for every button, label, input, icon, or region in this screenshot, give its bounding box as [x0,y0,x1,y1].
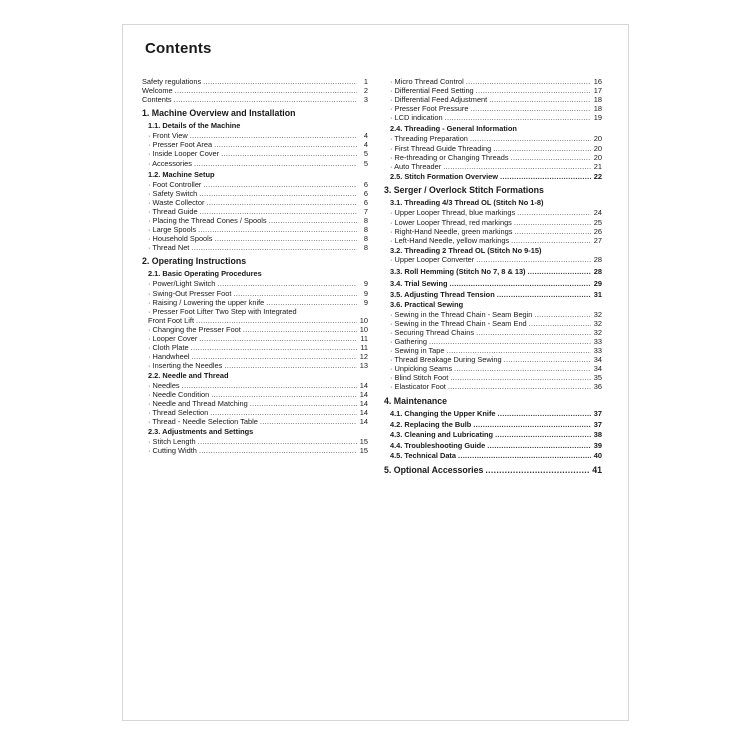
toc-page-number: 1 [363,77,368,86]
toc-entry [142,343,368,352]
toc-entry [142,325,368,334]
toc-leader-dots [199,334,357,343]
toc-page-number: 9 [363,288,368,298]
toc-page-number: 37 [593,419,602,429]
toc-leader-dots [511,153,591,162]
toc-entry-label: 1. Machine Overview and Installation [142,108,296,119]
toc-page-number: 34 [593,355,602,365]
toc-entry [384,279,602,289]
toc-page-number: 39 [593,440,602,450]
toc-page-number: 2 [363,86,368,96]
toc-entry-label: · Thread Net [148,243,190,253]
toc-entry [384,144,602,153]
toc-page-number: 21 [593,161,602,171]
toc-page-number: 24 [593,208,602,218]
toc-leader-dots [199,446,357,455]
toc-leader-dots [198,437,357,446]
toc-leader-dots [269,216,357,225]
toc-entry [142,107,368,119]
toc-entry [384,218,602,227]
toc-page-number: 5 [363,149,368,159]
toc-entry-label: · Inserting the Needles [148,361,223,371]
toc-entry [384,382,602,391]
toc-entry [384,328,602,337]
toc-entry-label: 4.4. Troubleshooting Guide [390,440,486,450]
toc-leader-dots [182,381,357,390]
toc-page-number: 37 [593,408,602,418]
toc-entry [384,409,602,419]
toc-page-number: 9 [363,279,368,289]
toc-entry [384,113,602,122]
toc-page-number: 8 [363,243,368,253]
toc-entry [142,207,368,216]
toc-leader-dots [514,227,591,236]
toc-entry-label: · Looper Cover [148,333,198,343]
toc-entry-label: 1.1. Details of the Machine [148,121,241,131]
toc-entry [384,430,602,440]
toc-leader-dots [206,198,357,207]
toc-entry-label: · Upper Looper Converter [390,255,475,265]
toc-leader-dots [266,298,357,307]
toc-page-number: 18 [593,104,602,114]
toc-leader-dots [485,464,590,476]
toc-leader-dots [454,364,591,373]
toc-entry-label: · Right-Hand Needle, green markings [390,226,513,236]
toc-page-number: 20 [593,134,602,144]
toc-leader-dots [429,337,591,346]
toc-page-number: 38 [593,430,602,440]
toc-entry [142,170,368,180]
toc-entry-label: · Placing the Thread Cones / Spools [148,216,267,226]
toc-entry [384,420,602,430]
toc-entry [384,451,602,461]
toc-leader-dots [528,267,591,277]
toc-leader-dots [243,325,357,334]
toc-entry [384,227,602,236]
toc-leader-dots [529,319,591,328]
toc-entry [384,373,602,382]
toc-page-number: 32 [593,309,602,319]
toc-entry [142,446,368,455]
toc-entry [142,121,368,131]
toc-leader-dots [487,441,591,451]
toc-leader-dots [174,95,357,104]
toc-page-number: 16 [593,77,602,86]
toc-page-number: 15 [359,437,368,446]
toc-entry-label: · Auto Threader [390,161,442,171]
toc-leader-dots [448,382,591,391]
toc-leader-dots [534,310,591,319]
toc-entry [142,334,368,343]
toc-page-number: 7 [363,206,368,216]
page-title: Contents [145,40,212,57]
toc-leader-dots [217,279,357,288]
toc-entry-label: · Sewing in the Thread Chain - Seam End [390,318,527,328]
toc-entry [384,86,602,95]
toc-entry-label: · Power/Light Switch [148,279,216,289]
toc-page-number: 10 [359,324,368,334]
toc-entry [384,319,602,328]
toc-entry-label: · Stitch Length [148,437,196,446]
toc-page-number: 33 [593,346,602,356]
toc-entry-label: · Cloth Plate [148,343,189,353]
toc-entry [384,104,602,113]
toc-entry [142,198,368,207]
toc-entry-label: · Presser Foot Area [148,140,213,150]
toc-page-number: 36 [593,382,602,392]
toc-entry-label: Safety regulations [142,77,202,86]
toc-leader-dots [200,207,357,216]
toc-leader-dots [466,77,591,86]
toc-page-number: 8 [363,234,368,244]
toc-page-number: 6 [363,188,368,198]
toc-entry [142,390,368,399]
toc-page-number: 35 [593,373,602,383]
toc-entry [142,298,368,307]
toc-page-number: 13 [359,361,368,371]
toc-left-column [142,77,368,455]
toc-entry [142,269,368,279]
toc-entry [142,159,368,168]
toc-entry [142,243,368,252]
toc-entry [384,364,602,373]
toc-page-number: 20 [593,152,602,162]
toc-entry-label: · Unpicking Seams [390,364,453,374]
toc-leader-dots [190,131,357,140]
toc-leader-dots [203,77,357,86]
toc-entry [384,441,602,451]
toc-entry [142,180,368,189]
toc-leader-dots [470,134,591,143]
toc-entry-label: 2. Operating Instructions [142,256,247,267]
toc-leader-dots [476,328,591,337]
toc-leader-dots [476,86,591,95]
toc-page-number: 22 [593,171,602,181]
toc-entry [384,355,602,364]
toc-page-number: 6 [363,179,368,189]
toc-entry-label: · Elasticator Foot [390,382,446,392]
toc-entry [384,172,602,182]
toc-entry [142,361,368,370]
toc-entry [384,208,602,217]
toc-entry-label: 2.4. Threading - General Information [390,124,517,134]
toc-entry-label: 2.1. Basic Operating Procedures [148,269,262,279]
toc-page-number: 32 [593,327,602,337]
toc-entry [142,381,368,390]
toc-entry-label: Contents [142,95,172,105]
toc-right-column [384,77,602,476]
toc-entry-label: · Re-threading or Changing Threads [390,152,509,162]
toc-page-number: 14 [359,399,368,409]
toc-leader-dots [224,361,357,370]
toc-entry [142,371,368,381]
toc-leader-dots [495,430,591,440]
toc-entry-label: 2.5. Stitch Formation Overview [390,171,499,181]
toc-entry [384,162,602,171]
toc-entry-label: · Needles [148,380,180,390]
toc-page-number: 26 [593,226,602,236]
toc-page-number: 31 [593,289,602,299]
toc-leader-dots [517,208,591,217]
toc-entry-label: · Swing-Out Presser Foot [148,288,232,298]
toc-entry-label: 4.2. Replacing the Bulb [390,419,472,429]
toc-entry [142,307,368,316]
toc-entry [384,310,602,319]
toc-entry-label: · Foot Controller [148,179,202,189]
toc-page-number: 20 [593,143,602,153]
toc-page-number: 27 [593,235,602,245]
toc-entry [142,225,368,234]
toc-entry-label: · First Thread Guide Threading [390,143,492,153]
toc-leader-dots [192,352,358,361]
toc-entry [142,149,368,158]
toc-leader-dots [250,399,357,408]
toc-leader-dots [443,162,591,171]
toc-entry [142,289,368,298]
toc-leader-dots [215,234,357,243]
toc-leader-dots [233,289,357,298]
toc-page-number: 5 [363,158,368,168]
toc-entry [384,198,602,208]
toc-entry-label: · Thread Guide [148,206,198,216]
toc-entry-label: · Thread Selection [148,408,209,418]
toc-leader-dots [175,86,357,95]
toc-page-number: 28 [593,266,602,276]
toc-entry [142,234,368,243]
toc-entry [142,399,368,408]
toc-page-number: 9 [363,297,368,307]
toc-entry-label: · Front View [148,131,188,141]
toc-page-number: 29 [593,278,602,288]
toc-page-number: 8 [363,216,368,226]
toc-leader-dots [493,144,591,153]
toc-page-number: 33 [593,336,602,346]
toc-entry [384,337,602,346]
toc-entry [142,189,368,198]
toc-entry-label: · Differential Feed Adjustment [390,95,488,105]
toc-entry [142,131,368,140]
toc-entry-label: · Accessories [148,158,192,168]
toc-entry-label: · Upper Looper Thread, blue markings [390,208,516,218]
toc-entry-label: · Micro Thread Control [390,77,464,86]
toc-entry-label: 3.2. Threading 2 Thread OL (Stitch No 9-15) [390,245,542,255]
toc-entry [384,346,602,355]
toc-entry-label: 3.6. Practical Sewing [390,300,464,310]
toc-entry-label: · Handwheel [148,352,190,362]
toc-entry-label: 3.5. Adjusting Thread Tension [390,289,495,299]
toc-leader-dots [191,343,357,352]
toc-entry-label: · Inside Looper Cover [148,149,220,159]
toc-leader-dots [221,149,357,158]
toc-entry [142,427,368,437]
toc-page-number: 14 [359,417,368,427]
toc-leader-dots [498,409,591,419]
toc-leader-dots [203,180,357,189]
toc-page-number: 28 [593,255,602,265]
toc-entry-label: · Lower Looper Thread, red markings [390,217,512,227]
toc-entry [384,124,602,134]
toc-leader-dots [445,113,591,122]
toc-entry-label: · Thread Breakage During Sewing [390,355,502,365]
toc-entry-label: · Differential Feed Setting [390,86,474,96]
toc-page-number: 40 [593,451,602,461]
toc-leader-dots [450,279,591,289]
toc-leader-dots [473,420,591,430]
toc-entry [384,464,602,476]
toc-entry-label: 4. Maintenance [384,395,448,406]
toc-leader-dots [470,104,591,113]
toc-entry [384,236,602,245]
toc-entry-label: · Waste Collector [148,197,205,207]
toc-page-number: 4 [363,140,368,150]
toc-page-number: 10 [359,315,368,325]
toc-leader-dots [511,236,591,245]
toc-entry-label: · Needle Condition [148,390,210,400]
toc-entry-label: · Raising / Lowering the upper knife [148,297,265,307]
toc-entry-label: · Thread - Needle Selection Table [148,417,258,427]
toc-leader-dots [489,95,591,104]
toc-leader-dots [458,451,591,461]
toc-entry [384,77,602,86]
toc-page-number: 8 [363,225,368,235]
toc-entry [384,184,602,196]
toc-entry [384,255,602,264]
toc-entry [142,140,368,149]
toc-entry [384,267,602,277]
toc-entry [142,86,368,95]
toc-page-number: 4 [363,131,368,141]
toc-page-number: 19 [593,113,602,123]
toc-entry-label: · Sewing in the Thread Chain - Seam Begin [390,309,533,319]
toc-entry [142,417,368,426]
toc-entry-label: · Household Spools [148,234,213,244]
toc-entry-label: 2.2. Needle and Thread [148,371,229,381]
toc-entry-label: · Sewing in Tape [390,346,445,356]
toc-entry-label: 3.4. Trial Sewing [390,278,448,288]
toc-leader-dots [447,346,591,355]
toc-entry-label: · Presser Foot Lifter Two Step with Integrated [148,306,297,316]
toc-entry-label: 4.1. Changing the Upper Knife [390,408,496,418]
toc-page-number: 6 [363,197,368,207]
toc-page-number: 11 [360,343,368,353]
toc-entry [142,95,368,104]
toc-page-number: 41 [592,464,602,475]
toc-entry [142,408,368,417]
toc-leader-dots [211,390,357,399]
toc-page-number: 15 [359,446,368,456]
toc-entry-label: · Left-Hand Needle, yellow markings [390,235,510,245]
toc-entry [384,395,602,407]
toc-entry-label: 3. Serger / Overlock Stitch Formations [384,185,544,196]
toc-page-number: 12 [359,352,368,362]
toc-leader-dots [500,172,591,182]
toc-entry-label: Welcome [142,86,173,96]
toc-page-number: 14 [359,408,368,418]
toc-leader-dots [194,159,357,168]
toc-entry-label: Front Foot Lift [148,315,195,325]
toc-entry-label: 2.3. Adjustments and Settings [148,427,254,437]
toc-entry-label: 5. Optional Accessories [384,464,484,475]
toc-page-number: 18 [593,95,602,105]
toc-entry [142,437,368,446]
toc-page-number: 11 [360,333,368,343]
toc-entry-label: 4.5. Technical Data [390,451,456,461]
toc-leader-dots [260,417,357,426]
toc-entry-label: · Needle and Thread Matching [148,399,248,409]
toc-entry [384,246,602,256]
toc-entry [142,77,368,86]
toc-entry-label: · Threading Preparation [390,134,468,144]
toc-entry [384,153,602,162]
toc-entry-label: · Blind Stitch Foot [390,373,449,383]
toc-page-number: 3 [363,95,368,105]
toc-entry [384,300,602,310]
toc-entry-label: 3.3. Roll Hemming (Stitch No 7, 8 & 13) [390,266,526,276]
toc-entry-label: · Large Spools [148,225,197,235]
toc-entry-label: · LCD indication [390,113,443,123]
toc-page-number: 34 [593,364,602,374]
toc-entry [384,290,602,300]
toc-entry-label: 1.2. Machine Setup [148,169,215,179]
toc-leader-dots [504,355,591,364]
toc-leader-dots [476,255,591,264]
toc-leader-dots [191,243,357,252]
toc-leader-dots [196,316,357,325]
toc-entry-label: · Safety Switch [148,188,198,198]
toc-page-number: 32 [593,318,602,328]
toc-entry-label: 3.1. Threading 4/3 Thread OL (Stitch No 1-8) [390,198,544,208]
toc-leader-dots [214,140,357,149]
toc-page-number: 14 [359,390,368,400]
toc-entry-label: · Presser Foot Pressure [390,104,469,114]
toc-leader-dots [198,225,357,234]
toc-leader-dots [199,189,357,198]
toc-entry [142,216,368,225]
toc-page-number: 17 [593,86,602,96]
toc-leader-dots [514,218,591,227]
toc-entry [384,95,602,104]
toc-page-number: 14 [359,380,368,390]
toc-entry [142,255,368,267]
toc-leader-dots [210,408,357,417]
toc-entry-label: · Changing the Presser Foot [148,324,241,334]
toc-entry [142,316,368,325]
toc-entry [142,279,368,288]
toc-leader-dots [450,373,591,382]
toc-entry [384,134,602,143]
toc-entry-label: 4.3. Cleaning and Lubricating [390,430,494,440]
toc-entry-label: · Gathering [390,336,427,346]
toc-entry [142,352,368,361]
toc-leader-dots [497,290,591,300]
toc-entry-label: · Securing Thread Chains [390,327,475,337]
toc-entry-label: · Cutting Width [148,446,197,456]
toc-page-number: 25 [593,217,602,227]
